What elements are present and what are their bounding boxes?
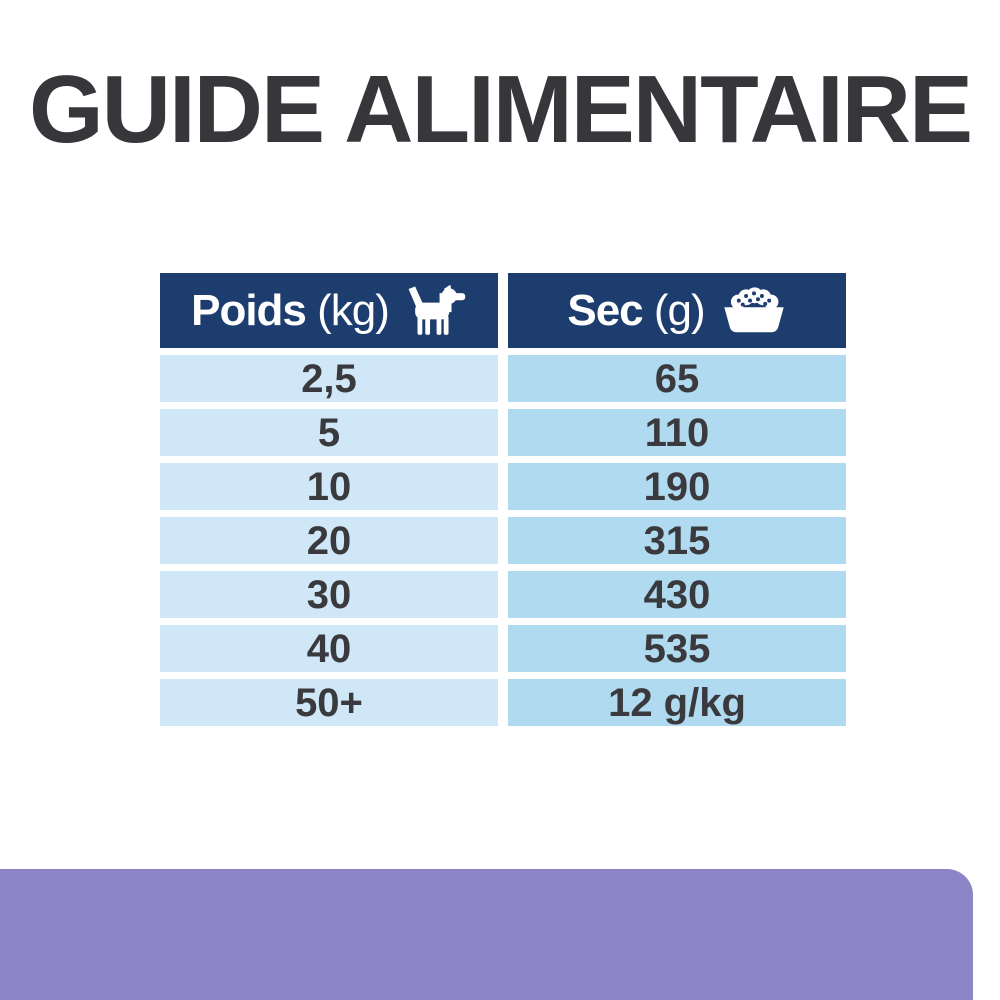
- sec-cell-row4: 315: [508, 517, 846, 564]
- footer-purple-band: [0, 869, 973, 1000]
- feeding-guide-table: [160, 273, 846, 726]
- page-title: GUIDE ALIMENTAIRE: [29, 56, 971, 163]
- sec-cell-row5: 430: [508, 571, 846, 618]
- sec-cell-row2: 110: [508, 409, 846, 456]
- sec-cell-row1: 65: [508, 355, 846, 402]
- sec-cell-row3: 190: [508, 463, 846, 510]
- sec-cell-row7: 12 g/kg: [508, 679, 846, 726]
- poids-cell-row5: 30: [160, 571, 498, 618]
- header-sec: [508, 273, 846, 348]
- poids-cell-row3: 10: [160, 463, 498, 510]
- header-poids-label: [191, 285, 389, 335]
- sec-cell-row6: 535: [508, 625, 846, 672]
- header-sec-name: Sec: [567, 285, 643, 335]
- dog-icon: [405, 284, 467, 338]
- header-sec-unit: (g): [653, 285, 705, 335]
- poids-cell-row1: 2,5: [160, 355, 498, 402]
- poids-cell-row2: 5: [160, 409, 498, 456]
- header-sec-label: [567, 285, 705, 335]
- poids-cell-row6: 40: [160, 625, 498, 672]
- kibble-bowl-icon: [721, 284, 787, 337]
- header-poids-name: Poids: [191, 285, 306, 335]
- poids-cell-row7: 50+: [160, 679, 498, 726]
- poids-cell-row4: 20: [160, 517, 498, 564]
- header-poids: [160, 273, 498, 348]
- header-poids-unit: (kg): [317, 285, 389, 335]
